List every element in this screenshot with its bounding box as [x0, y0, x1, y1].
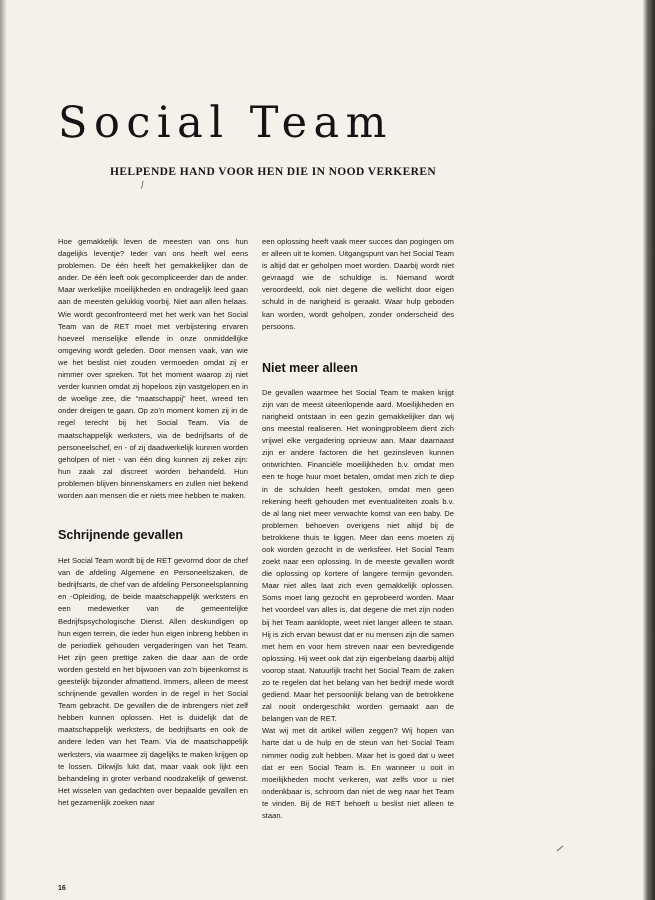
pen-mark: ⁄ — [140, 181, 146, 191]
section-paragraph: De gevallen waarmee het Social Team te maken krijgt zijn van de meest uiteenlopende aard. Moeilijkheden en narigheid ontstaan in een gezin gemakkelijker dan wij ons meestal realiseren. Het woningprobleem dient zich vrijwel elke vergadering opnieuw aan. Maar daarnaast zijn er andere factoren die het gezinsleven kunnen ontwrichten. Financiële moeilijkheden b.v. omdat men een te hoge huur moet betalen, omdat men zich te diep in de schulden heeft gestoken, omdat men geen rekening heeft gehouden met eventualiteiten zoals b.v. de al lang niet meer verwachte komst van een baby. De problemen behoeven overigens niet altijd bij de betrokkene thuis te liggen. Meer dan eens moeten zij ook worden gezocht in de werksfeer. Het Social Team zoekt naar een oplossing. In de meeste gevallen wordt die oplossing op kortere of langere termijn gevonden. Maar niet alles laat zich even gemakkelijk oplossen. Soms moet lang gezocht en geprobeerd worden. Maar het voordeel van alles is, dat degene die met zijn noden bij het Team aanklopte, weet niet langer alleen te staan. Hij is zich ervan bewust dat er nu mensen zijn die samen met hem en voor hem streven naar een bevredigende oplossing. Hij weet ook dat zijn eigenbelang daarbij altijd voorop staat. Natuurlijk tracht het Social Team de zaken zo te regelen dat het belang van het bedrijf mede wordt gediend. Maar het persoonlijk belang van de betrokkene zal nooit ondergeschikt worden gemaakt aan de belangen van de RET. — [262, 387, 454, 724]
continued-paragraph: een oplossing heeft vaak meer succes dan pogingen om er alleen uit te komen. Uitgangspunt van het Social Team is altijd dat er geholpen moet worden. Daarbij wordt niet gevraagd wie de schuldige is. Niemand wordt veroordeeld, ook niet degene die wellicht door eigen schuld in de narigheid is geraakt. Waar hulp geboden kan worden, wordt geholpen, zonder onderscheid des persoons. — [262, 237, 454, 331]
section-paragraph: Het Social Team wordt bij de RET gevormd door de chef van de afdeling Algemene en Personeelszaken, de bedrijfsarts, de chef van de afdeling Personeelsplanning en -Opleiding, de beide maatschappelijk werksters en een medewerker van de gemeentelijke Bedrijfspsychologische Dienst. Allen deskundigen op hun eigen terrein, die ieder hun eigen inbreng hebben in de periodiek gehouden vergaderingen van het Team. Het zijn geen prettige zaken die daar aan de orde worden gesteld en het bijwonen van zo’n bijeenkomst is geestelijk bijzonder afmattend. Immers, alleen de meest schrijnende gevallen worden in de regel in het Social Team gebracht. De gevallen die de inbrengers niet zelf hebben kunnen oplossen. Het is duidelijk dat de maatschappelijk werksters, de bedrijfsarts en ook de andere leden van het Team. Via de maatschappelijk werksters, via waarmee zij dagelijks te maken krijgen op te lossen. Dikwijls lukt dat, maar vaak ook lijkt een behandeling in groter verband noodzakelijk of gewenst. Het wisselen van gedachten over bepaalde gevallen en het gezamenlijk zoeken naar — [58, 556, 248, 807]
section-heading-schrijnende: Schrijnende gevallen — [58, 528, 184, 543]
pencil-mark — [557, 846, 564, 852]
article-title: Social Team — [58, 98, 393, 148]
text-column-right — [262, 236, 454, 822]
section-heading-niet-meer-alleen: Niet meer alleen — [262, 360, 358, 375]
page-edge — [643, 0, 655, 900]
text-column-left — [58, 236, 248, 809]
closing-paragraph: Wat wij met dit artikel willen zeggen? Wij hopen van harte dat u de hulp en de steun van het Social Team nimmer nodig zult hebben. Maar het is goed dat u weet dat er een Social Team is. En wanneer u ooit in moeilijkheden mocht verkeren, wat zelfs voor u niet ondenkbaar is, schroom dan niet de weg naar het Team te vinden. Bij de RET behoeft u beslist niet alleen te staan. — [262, 726, 454, 821]
intro-paragraph: Hoe gemakkelijk leven de meesten van ons hun dagelijks leventje? Ieder van ons heeft wel eens problemen. De één heeft het gemakkelijker dan de ander. De één leeft ook gecompliceerder dan de ander. Maar werkelijke moeilijkheden en ondragelijk leed gaan aan de meesten gelukkig voorbij. Niet aan allen helaas. Wie wordt geconfronteerd met het werk van het Social Team van de RET moet met verbijstering ervaren hoeveel menselijke ellende in onze onmiddellijke omgeving wordt geleden. Door mensen vaak, van wie we het beslist niet zouden vermoeden omdat zij er nimmer over spreken. Tot het moment waarop zij niet verder kunnen omdat zij hopeloos zijn vastgelopen en in de woelige zee, die “maatschappij” heet, wreed ten onder dreigen te gaan. Op zo’n moment komen zij in de regel terecht bij het Social Team. Via de maatschappelijk werksters, via de bedrijfsarts of de personeelschef, en - of zij daadwerkelijk kunnen worden geholpen of niet - van één ding kunnen zij zeker zijn: hun zaak zal discreet worden behandeld. Hun problemen blijven binnenskamers en zullen niet bekend worden aan mensen die er niets mee hebben te maken. — [58, 237, 248, 500]
page-gutter-shadow — [0, 0, 7, 900]
page-number: 16 — [58, 885, 66, 892]
article-subtitle: HELPENDE HAND VOOR HEN DIE IN NOOD VERKEREN — [110, 166, 437, 178]
